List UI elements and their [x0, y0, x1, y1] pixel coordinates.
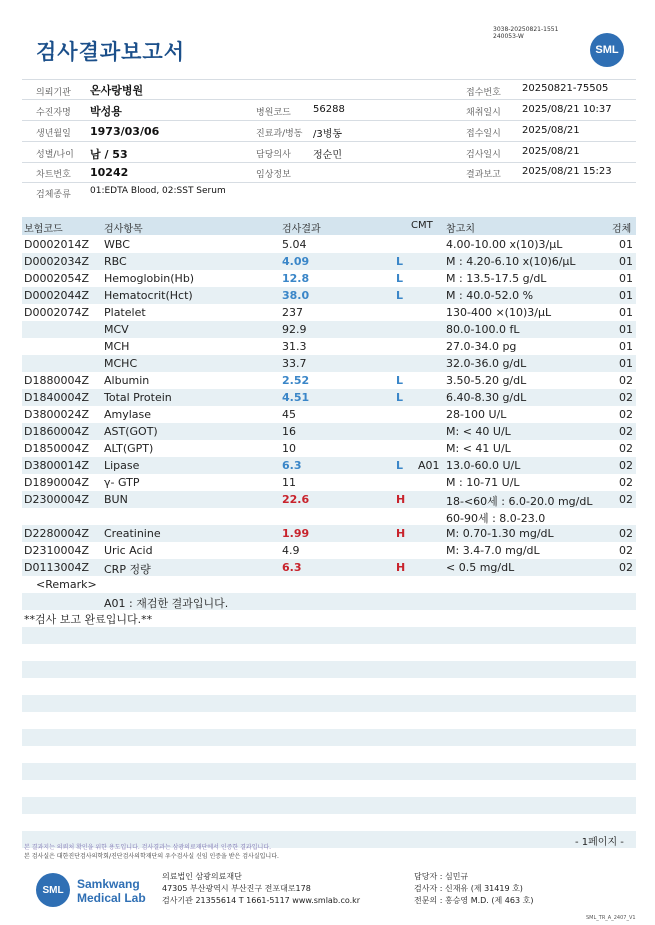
cell-item: CRP 정량: [104, 563, 151, 576]
cell-specimen: 02: [619, 374, 633, 387]
cell-specimen: 02: [619, 561, 633, 574]
cell-item: γ- GTP: [104, 476, 140, 489]
sex-age-label: 성별/나이: [36, 150, 74, 160]
chart-label: 차트번호: [36, 170, 71, 180]
cell-item: Hematocrit(Hct): [104, 289, 193, 302]
cell-result: 22.6: [282, 493, 310, 506]
cell-code: D1840004Z: [24, 391, 89, 404]
cell-result: 16: [282, 425, 296, 438]
col-specimen: 검체: [612, 224, 632, 235]
cell-ref: 27.0-34.0 pg: [446, 340, 517, 353]
cell-specimen: 01: [619, 306, 633, 319]
cell-code: D0002074Z: [24, 306, 89, 319]
cell-flag: H: [396, 561, 406, 574]
chart-value: 10242: [90, 166, 129, 179]
cell-result: 4.9: [282, 544, 300, 557]
footer-org: 의료법인 삼광의료재단: [162, 872, 242, 881]
empty-row-band: [22, 695, 636, 712]
cell-code: D1880004Z: [24, 374, 89, 387]
cell-result: 2.52: [282, 374, 310, 387]
document-id: 3038-20250821-1551 240053-W: [493, 26, 559, 40]
cell-code: D0002014Z: [24, 238, 89, 251]
receipt-no-value: 20250821-75505: [522, 83, 609, 94]
report-complete: **검사 보고 완료입니다.**: [24, 613, 153, 626]
empty-row-band: [22, 763, 636, 780]
cell-specimen: 01: [619, 340, 633, 353]
tested-label: 검사일시: [466, 150, 501, 160]
cell-code: D2310004Z: [24, 544, 89, 557]
cell-ref: < 0.5 mg/dL: [446, 561, 515, 574]
cell-result: 11: [282, 476, 296, 489]
cell-code: D0113004Z: [24, 561, 89, 574]
clinical-label: 임상정보: [256, 170, 291, 180]
cell-flag: L: [396, 374, 404, 387]
cell-specimen: 02: [619, 493, 633, 506]
cell-item: MCV: [104, 323, 129, 336]
cell-ref: 28-100 U/L: [446, 408, 507, 421]
reported-value: 2025/08/21 15:23: [522, 166, 612, 177]
footer-staff-specialist: 전문의 : 홍승영 M.D. (제 463 호): [414, 896, 534, 905]
cell-code: D1860004Z: [24, 425, 89, 438]
cell-code: D0002054Z: [24, 272, 89, 285]
cell-result: 4.09: [282, 255, 310, 268]
cell-ref: M : 13.5-17.5 g/dL: [446, 272, 547, 285]
cell-ref: 60-90세 : 8.0-23.0: [446, 512, 546, 525]
cell-result: 4.51: [282, 391, 310, 404]
cell-ref: 18-<60세 : 6.0-20.0 mg/dL: [446, 495, 593, 508]
cell-specimen: 02: [619, 442, 633, 455]
cell-ref: M : 10-71 U/L: [446, 476, 520, 489]
cell-item: MCH: [104, 340, 130, 353]
empty-row-band: [22, 729, 636, 746]
cell-specimen: 02: [619, 544, 633, 557]
cell-result: 10: [282, 442, 296, 455]
cell-flag: L: [396, 272, 404, 285]
cell-result: 38.0: [282, 289, 310, 302]
cell-specimen: 01: [619, 323, 633, 336]
cell-code: D2300004Z: [24, 493, 89, 506]
cell-code: D0002034Z: [24, 255, 89, 268]
col-item: 검사항목: [104, 224, 143, 235]
cell-result: 6.3: [282, 561, 302, 574]
cell-ref: 4.00-10.00 x(10)3/μL: [446, 238, 563, 251]
received-label: 접수일시: [466, 129, 501, 139]
patient-value: 박성용: [90, 105, 122, 118]
remark-a01: A01 : 재검한 결과입니다.: [104, 597, 229, 610]
cell-result: 92.9: [282, 323, 307, 336]
tested-value: 2025/08/21: [522, 146, 580, 157]
cell-code: D0002044Z: [24, 289, 89, 302]
cell-item: Albumin: [104, 374, 150, 387]
cell-ref: M: 0.70-1.30 mg/dL: [446, 527, 554, 540]
cell-cmt: A01: [418, 459, 440, 472]
cell-flag: L: [396, 459, 404, 472]
cell-result: 1.99: [282, 527, 310, 540]
cell-ref: M: 3.4-7.0 mg/dL: [446, 544, 540, 557]
cell-specimen: 01: [619, 238, 633, 251]
cell-result: 237: [282, 306, 303, 319]
cell-item: Total Protein: [104, 391, 172, 404]
cell-ref: 80.0-100.0 fL: [446, 323, 520, 336]
cell-item: Creatinine: [104, 527, 161, 540]
received-value: 2025/08/21: [522, 125, 580, 136]
collected-value: 2025/08/21 10:37: [522, 104, 612, 115]
institution-label: 의뢰기관: [36, 88, 71, 98]
footer-company: Samkwang Medical Lab: [77, 877, 146, 905]
cell-ref: M : 40.0-52.0 %: [446, 289, 534, 302]
cell-specimen: 01: [619, 357, 633, 370]
specimen-value: 01:EDTA Blood, 02:SST Serum: [90, 186, 226, 196]
cell-specimen: 01: [619, 289, 633, 302]
specimen-label: 검체종류: [36, 190, 71, 200]
cell-flag: L: [396, 255, 404, 268]
col-code: 보험코드: [24, 224, 63, 235]
dept-label: 진료과/병동: [256, 129, 303, 139]
cell-result: 33.7: [282, 357, 307, 370]
notice-line-2: 본 검사실은 대한진단검사의학회/진단검사의학재단의 우수검사실 신임 인증을 받은 검사실입니다.: [24, 853, 279, 860]
cell-specimen: 01: [619, 255, 633, 268]
cell-item: Lipase: [104, 459, 140, 472]
cell-flag: H: [396, 493, 406, 506]
cell-code: D1850004Z: [24, 442, 89, 455]
footer-contact: 검사기관 21355614 T 1661-5117 www.smlab.co.kr: [162, 896, 361, 905]
cell-code: D3800014Z: [24, 459, 89, 472]
footer-staff-manager: 담당자 : 심민규: [414, 872, 469, 881]
cell-item: ALT(GPT): [104, 442, 154, 455]
cell-item: RBC: [104, 255, 127, 268]
cell-specimen: 02: [619, 408, 633, 421]
cell-specimen: 02: [619, 459, 633, 472]
cell-flag: L: [396, 289, 404, 302]
cell-ref: M: < 41 U/L: [446, 442, 511, 455]
cell-item: AST(GOT): [104, 425, 158, 438]
dob-label: 생년월일: [36, 129, 71, 139]
cell-result: 45: [282, 408, 296, 421]
cell-specimen: 02: [619, 476, 633, 489]
col-cmt: CMT: [411, 220, 433, 231]
cell-ref: 130-400 ×(10)3/μL: [446, 306, 552, 319]
cell-ref: 6.40-8.30 g/dL: [446, 391, 527, 404]
cell-item: BUN: [104, 493, 128, 506]
cell-code: D3800024Z: [24, 408, 89, 421]
cell-specimen: 02: [619, 425, 633, 438]
notice-line-1: 본 결과지는 의뢰처 확인을 위한 용도입니다. 검사결과는 삼광의료재단에서 인증한 결과입니다.: [24, 844, 272, 851]
dob-value: 1973/03/06: [90, 125, 160, 138]
cell-item: Uric Acid: [104, 544, 153, 557]
empty-row-band: [22, 627, 636, 644]
cell-code: D1890004Z: [24, 476, 89, 489]
cell-ref: 3.50-5.20 g/dL: [446, 374, 527, 387]
col-result: 검사결과: [282, 224, 321, 235]
col-ref: 참고치: [446, 224, 475, 235]
cell-result: 6.3: [282, 459, 302, 472]
cell-item: Amylase: [104, 408, 152, 421]
cell-specimen: 02: [619, 527, 633, 540]
cell-specimen: 01: [619, 272, 633, 285]
cell-result: 31.3: [282, 340, 307, 353]
hospital-code-label: 병원코드: [256, 108, 291, 118]
remark-label: <Remark>: [36, 578, 97, 591]
dept-value: /3병동: [313, 129, 343, 140]
page-number: - 1페이지 -: [575, 837, 624, 848]
cell-code: D2280004Z: [24, 527, 89, 540]
cell-specimen: 02: [619, 391, 633, 404]
cell-item: Platelet: [104, 306, 146, 319]
sml-logo: SML: [590, 33, 624, 67]
cell-item: Hemoglobin(Hb): [104, 272, 195, 285]
footer-logo: SML: [36, 873, 70, 907]
empty-row-band: [22, 661, 636, 678]
form-version: SML_TR_A_2407_V1: [586, 915, 636, 921]
page-title: 검사결과보고서: [36, 40, 186, 64]
collected-label: 채취일시: [466, 108, 501, 118]
cell-item: MCHC: [104, 357, 138, 370]
cell-result: 12.8: [282, 272, 310, 285]
doctor-label: 담당의사: [256, 150, 291, 160]
footer-staff-tester: 검사자 : 신재유 (제 31419 호): [414, 884, 523, 893]
cell-ref: M : 4.20-6.10 x(10)6/μL: [446, 255, 576, 268]
receipt-no-label: 접수번호: [466, 88, 501, 98]
footer-address: 47305 부산광역시 부산진구 전포대로178: [162, 884, 311, 893]
cell-flag: L: [396, 391, 404, 404]
hospital-code-value: 56288: [313, 104, 345, 115]
cell-item: WBC: [104, 238, 130, 251]
sex-age-value: 남 / 53: [90, 148, 128, 161]
cell-ref: M: < 40 U/L: [446, 425, 511, 438]
doctor-value: 정순민: [313, 150, 342, 161]
institution-value: 온사랑병원: [90, 84, 144, 97]
cell-ref: 13.0-60.0 U/L: [446, 459, 521, 472]
reported-label: 결과보고: [466, 170, 501, 180]
cell-result: 5.04: [282, 238, 307, 251]
patient-label: 수진자명: [36, 108, 71, 118]
empty-row-band: [22, 797, 636, 814]
cell-ref: 32.0-36.0 g/dL: [446, 357, 527, 370]
cell-flag: H: [396, 527, 406, 540]
